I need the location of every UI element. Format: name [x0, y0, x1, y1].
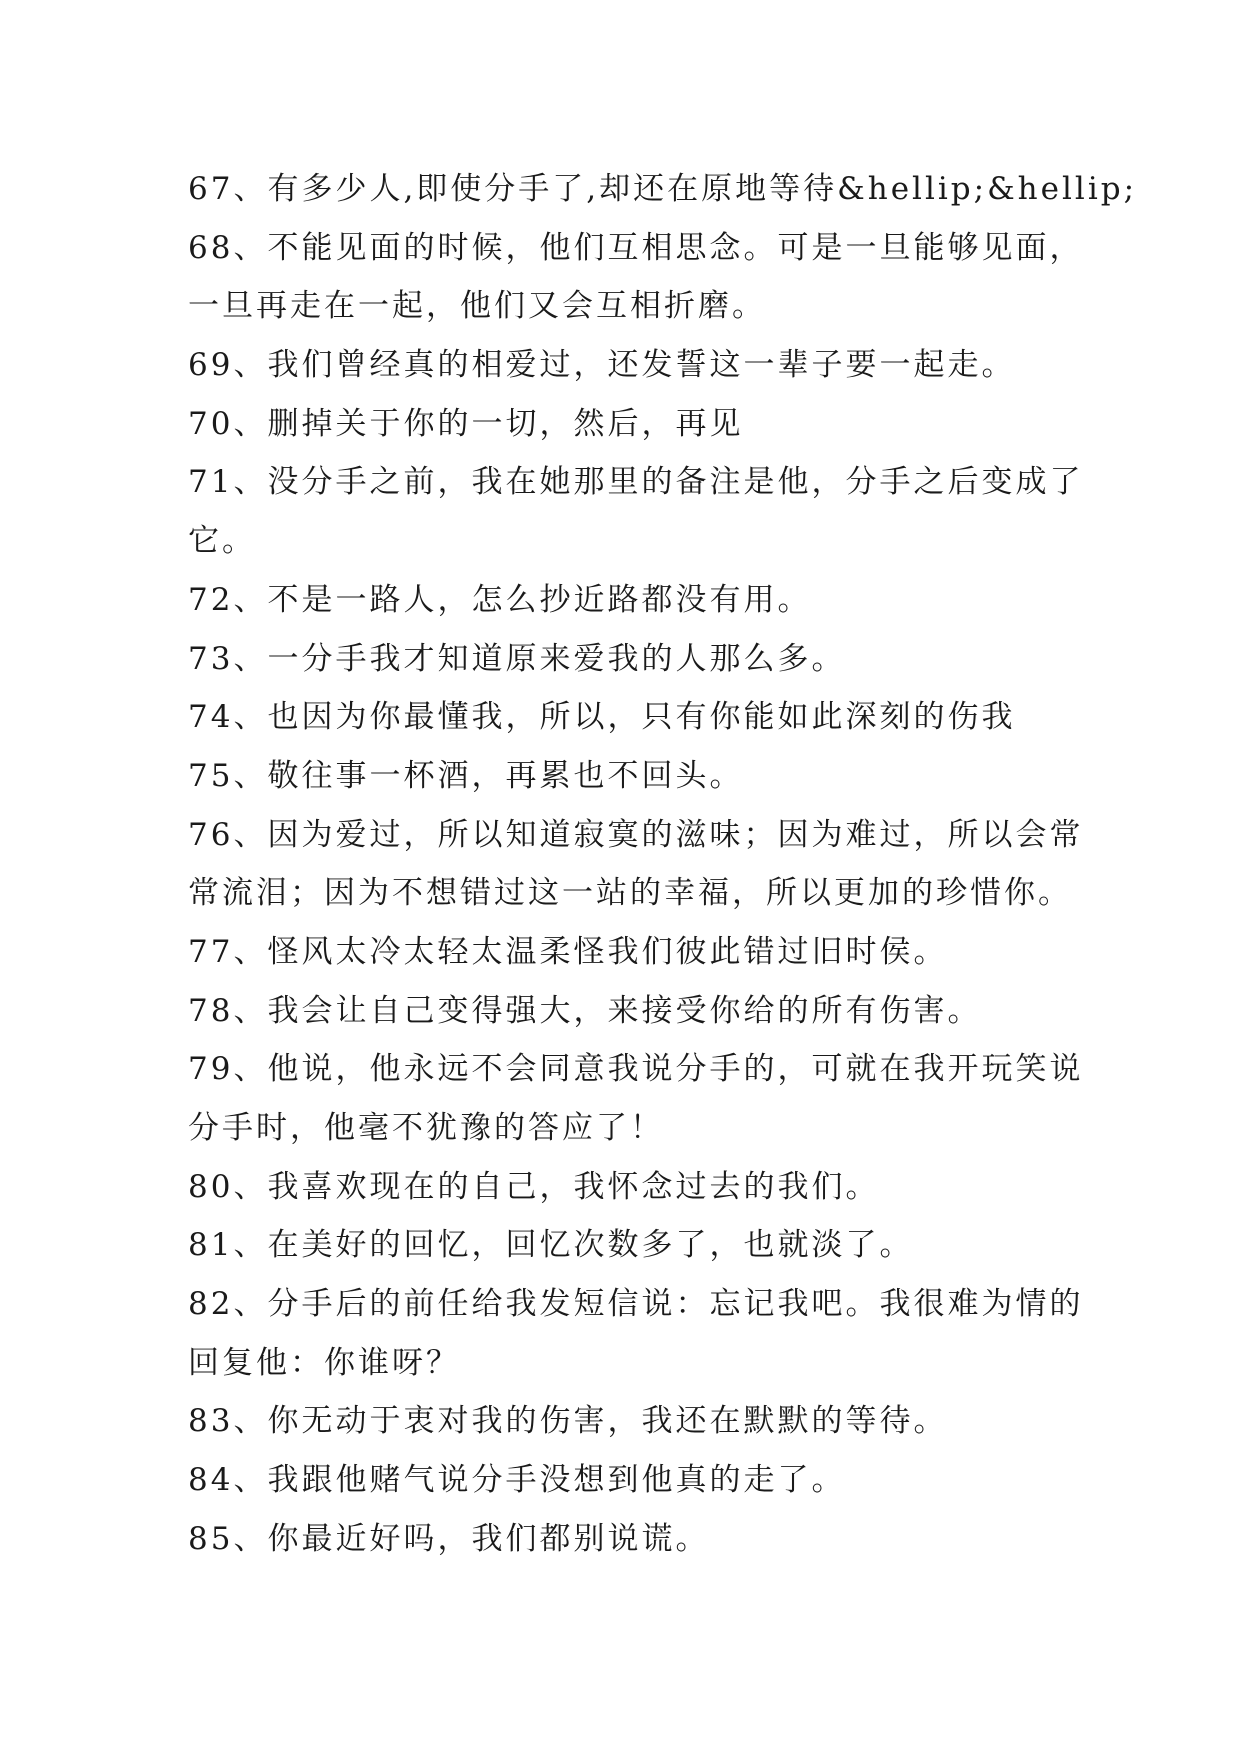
text-line: 84、我跟他赌气说分手没想到他真的走了。: [188, 1462, 846, 1499]
text-line: 71、没分手之前，我在她那里的备注是他，分手之后变成了: [188, 464, 1084, 501]
text-line: 回复他：你谁呀？: [188, 1344, 460, 1381]
text-line: 81、在美好的回忆，回忆次数多了，也就淡了。: [188, 1227, 914, 1264]
text-line: 68、不能见面的时候，他们互相思念。可是一旦能够见面，: [188, 229, 1084, 266]
text-line: 76、因为爱过，所以知道寂寞的滋味；因为难过，所以会常: [188, 816, 1084, 853]
text-line: 它。: [188, 523, 256, 560]
text-line: 74、也因为你最懂我，所以，只有你能如此深刻的伤我: [188, 699, 1016, 736]
text-line: 常流泪；因为不想错过这一站的幸福，所以更加的珍惜你。: [188, 875, 1072, 912]
text-line: 85、你最近好吗，我们都别说谎。: [188, 1520, 710, 1557]
text-line: 82、分手后的前任给我发短信说：忘记我吧。我很难为情的: [188, 1286, 1084, 1323]
text-line: 77、怪风太冷太轻太温柔怪我们彼此错过旧时侯。: [188, 933, 948, 970]
text-line: 80、我喜欢现在的自己，我怀念过去的我们。: [188, 1168, 880, 1205]
text-line: 67、有多少人,即使分手了,却还在原地等待&hellip;&hellip;: [188, 171, 1138, 207]
text-line: 78、我会让自己变得强大，来接受你给的所有伤害。: [188, 992, 982, 1029]
text-line: 72、不是一路人，怎么抄近路都没有用。: [188, 581, 812, 618]
text-line: 83、你无动于衷对我的伤害，我还在默默的等待。: [188, 1403, 948, 1440]
text-line: 73、一分手我才知道原来爱我的人那么多。: [188, 640, 846, 677]
text-line: 69、我们曾经真的相爱过，还发誓这一辈子要一起走。: [188, 347, 1016, 384]
text-line: 分手时，他毫不犹豫的答应了！: [188, 1110, 664, 1146]
text-line: 70、删掉关于你的一切，然后，再见: [188, 405, 744, 442]
text-line: 75、敬往事一杯酒，再累也不回头。: [188, 757, 744, 794]
document-body: [188, 160, 1138, 1569]
text-line: 一旦再走在一起，他们又会互相折磨。: [188, 288, 766, 325]
text-line: 79、他说，他永远不会同意我说分手的，可就在我开玩笑说: [188, 1051, 1084, 1088]
